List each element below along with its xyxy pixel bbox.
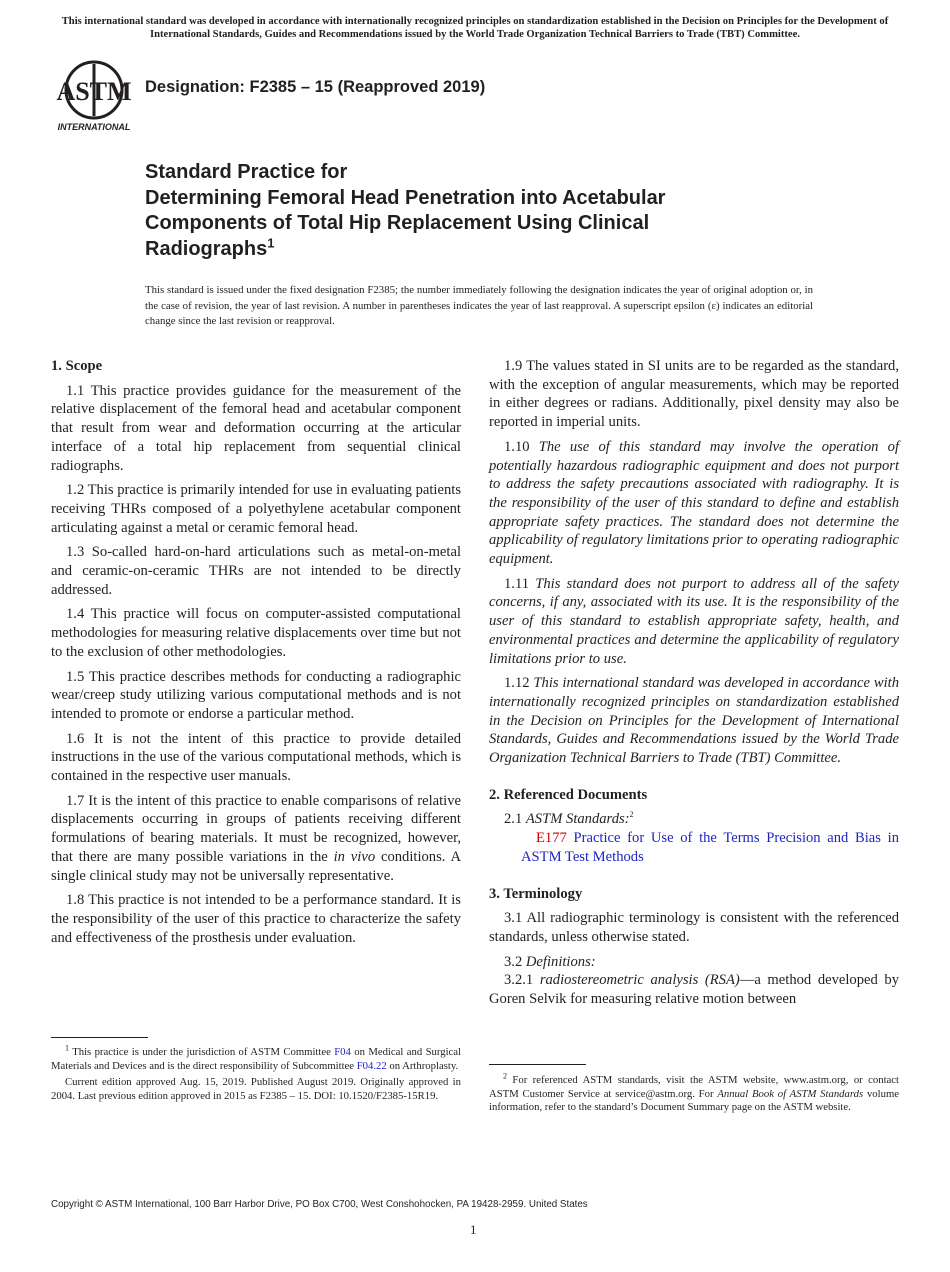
issue-note: This standard is issued under the fixed designation F2385; the number immediately following the designation indicates the year of original adoption or, in the case of revision, the year of last revision. A number in parentheses indicates the year of last reapproval. A superscript epsilon (ε) indicates an editorial change since the last revision or reapproval. <box>145 284 813 327</box>
para-1-3: 1.3 So-called hard-on-hard articulations such as metal-on-metal and ceramic-on-ceramic THRs are not intended to be directly addressed. <box>51 544 461 598</box>
link-f04-22[interactable]: F04.22 <box>356 1059 387 1072</box>
para-1-1: 1.1 This practice provides guidance for the measurement of the relative displacement of the femoral head and acetabular component that result from wear and deformation occurring at the articular interface of a total hip replacement from sequential clinical radiographs. <box>51 382 461 474</box>
footnote-1: $^1$ This practice is under the jurisdiction of ASTM Committee F04 on Medical and Surgical Materials and Devices and is the direct responsibility of Subcommittee F04.22 on Arthroplasty. <box>51 1043 461 1072</box>
top-notice: This international standard was developed in accordance with internationally recognized principles on standardization established in the Decision on Principles for the Development of International Standards, Guides and Recommendations issued by the World Trade Organization Technical Barriers to Trade (TBT) Committee. <box>61 16 889 40</box>
para-1-4: 1.4 This practice will focus on computer-assisted computational methodologies for measuring relative displacements over time but not to the exclusion of other methodologies. <box>51 606 461 660</box>
astm-logo <box>54 56 134 134</box>
document-title <box>145 160 845 262</box>
svg-text:ASTM: ASTM <box>56 77 132 106</box>
title-line-4: Radiographs <box>145 237 268 260</box>
footnotes-left <box>51 1043 461 1107</box>
link-f04[interactable]: F04 <box>334 1046 351 1058</box>
para-1-6: 1.6 It is not the intent of this practice to provide detailed instructions in the use of the various computational methods, which is contained in the respective user manuals. <box>51 730 461 785</box>
terminology-heading: 3. Terminology <box>489 885 583 902</box>
link-e177-title[interactable]: Practice for Use of the Terms Precision and Bias in ASTM Test Methods <box>521 830 899 865</box>
page-number: 1 <box>470 1222 477 1237</box>
title-line-3: Components of Total Hip Replacement Using Clinical <box>145 212 650 234</box>
copyright: Copyright © ASTM International, 100 Barr Harbor Drive, PO Box C700, West Conshohocken, PA 19428-2959. United States <box>51 1199 588 1210</box>
para-1-2: 1.2 This practice is primarily intended for use in evaluating patients receiving THRs composed of a polyethylene acetabular component articulating against a metal or ceramic femoral head. <box>51 482 461 536</box>
footnote-rule-right <box>489 1064 586 1065</box>
para-1-8: 1.8 This practice is not intended to be a performance standard. It is the responsibility of the user of this practice to characterize the safety and effectiveness of the prosthesis under evaluation. <box>51 892 461 946</box>
footnote-2: $^2$ For referenced ASTM standards, visit the ASTM website, www.astm.org, or contact ASTM Customer Service at service@astm.org. For Annual Book of ASTM Standards volume information, refer to the standard’s Document Summary page on the ASTM website. <box>489 1071 899 1114</box>
para-1-11: 1.11 This standard does not purport to address all of the safety concerns, if any, associated with its use. It is the responsibility of the user of this standard to establish appropriate safety, health, and environmental practices and determine the applicability of regulatory limitations prior to use. <box>489 575 899 667</box>
para-1-10: 1.10 The use of this standard may involve the operation of potentially hazardous radiographic equipment and does not purport to address the safety precautions associated with radiography. It is the responsibility of the user of this standard to define and establish appropriate safety practices. The standard does not determine the applicability of regulatory limitations prior to operating radiographic equipment. <box>489 438 899 568</box>
para-2-1: 2.1 ASTM Standards:$^2$ <box>504 810 634 828</box>
designation: Designation: F2385 – 15 (Reapproved 2019) <box>145 78 486 96</box>
ref-e177[interactable] <box>489 829 899 866</box>
logo-text: INTERNATIONAL <box>57 122 131 132</box>
link-e177-code[interactable]: E177 <box>536 830 567 847</box>
para-3-2-1: 3.2.1 radiostereometric analysis (RSA)—a method developed by Goren Selvik for measuring relative motion between <box>489 972 899 1008</box>
footnotes-right <box>489 1071 899 1118</box>
scope-heading: 1. Scope <box>51 358 103 374</box>
right-column <box>489 357 899 1015</box>
title-line-2: Determining Femoral Head Penetration into Acetabular <box>145 186 666 209</box>
title-line-1: Standard Practice for <box>145 161 348 183</box>
footnote-rule-left <box>51 1037 148 1038</box>
footnote-1-edition: Current edition approved Aug. 15, 2019. Published August 2019. Originally approved in 2004. Last previous edition approved in 2015 as F2385 – 15. DOI: 10.1520/F2385-15R19. <box>51 1076 461 1103</box>
para-3-1: 3.1 All radiographic terminology is consistent with the referenced standards, unless otherwise stated. <box>489 910 899 945</box>
para-1-9: 1.9 The values stated in SI units are to be regarded as the standard, with the exception of angular measurements, which may be reported in either degrees or radians. Additionally, pixel density may also be reported in imperial units. <box>489 358 899 431</box>
para-1-12: 1.12 This international standard was developed in accordance with internationally recognized principles on standardization established in the Decision on Principles for the Development of International Standards, Guides and Recommendations issued by the World Trade Organization Technical Barriers to Trade (TBT) Committee. <box>489 675 900 767</box>
para-1-5: 1.5 This practice describes methods for conducting a radiographic wear/creep study utilizing various computational methods and is not intended to promote or endorse a particular method. <box>51 668 461 722</box>
title-footnote-mark: 1 <box>267 234 275 250</box>
left-column <box>51 357 461 953</box>
para-1-7: 1.7 It is the intent of this practice to enable comparisons of relative displacements occurring in groups of patients receiving different formulations of bearing materials. It must be recognized, however, that there are many possible variations in the in vivo conditions. A single clinical study may not be universally representative. <box>51 792 462 884</box>
referenced-docs-heading: 2. Referenced Documents <box>489 786 648 803</box>
para-3-2: 3.2 Definitions: <box>504 953 596 970</box>
